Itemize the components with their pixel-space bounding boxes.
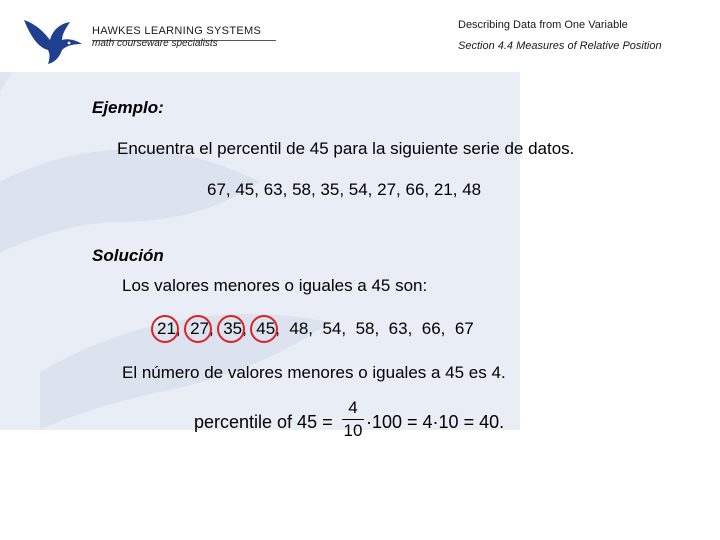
value-separator: ,: [209, 319, 224, 338]
section-title: Section 4.4 Measures of Relative Position: [458, 40, 662, 52]
value-separator: ,: [175, 319, 191, 338]
solution-intro: Los valores menores o iguales a 45 son:: [122, 276, 428, 295]
sorted-value: 63: [388, 319, 408, 338]
circle-mark: [151, 315, 179, 343]
sorted-value: 35: [223, 319, 242, 339]
circle-mark: [217, 315, 245, 343]
value-separator: ,: [275, 319, 290, 338]
sorted-value: 58: [355, 319, 375, 338]
circle-mark: [250, 315, 278, 343]
formula-fraction: [342, 398, 364, 441]
circle-mark: [184, 315, 212, 343]
formula-left: percentile of 45 =: [194, 412, 333, 432]
count-statement: El número de valores menores o iguales a 45 es 4.: [122, 363, 506, 382]
sorted-value: 48: [289, 319, 309, 338]
course-title: Describing Data from One Variable: [458, 19, 628, 31]
sorted-value: 45: [256, 319, 275, 339]
value-separator: ,: [308, 319, 323, 338]
sorted-value: 67: [454, 319, 474, 338]
formula-numerator: 4: [348, 398, 358, 417]
value-separator: ,: [440, 319, 455, 338]
value-separator: ,: [407, 319, 422, 338]
hawk-logo-icon: [22, 14, 84, 66]
formula-denominator: 10: [343, 421, 363, 441]
formula-right: ·100 = 4·10 = 40.: [366, 412, 505, 432]
example-question: Encuentra el percentil de 45 para la siguiente serie de datos.: [117, 139, 575, 158]
company-name: HAWKES LEARNING SYSTEMS: [92, 25, 262, 37]
value-separator: ,: [242, 319, 257, 338]
solution-heading: Solución: [92, 246, 164, 265]
example-data: 67, 45, 63, 58, 35, 54, 27, 66, 21, 48: [207, 180, 482, 199]
sorted-value: 21: [157, 319, 176, 339]
sorted-value: 27: [190, 319, 209, 339]
sorted-values: [157, 319, 474, 339]
company-tagline: math courseware specialists: [92, 38, 218, 49]
value-separator: ,: [341, 319, 356, 338]
value-separator: ,: [374, 319, 389, 338]
fraction-bar: [342, 419, 364, 420]
example-heading: Ejemplo:: [92, 98, 164, 117]
sorted-value: 66: [421, 319, 441, 338]
sorted-value: 54: [322, 319, 342, 338]
header: [0, 0, 720, 72]
